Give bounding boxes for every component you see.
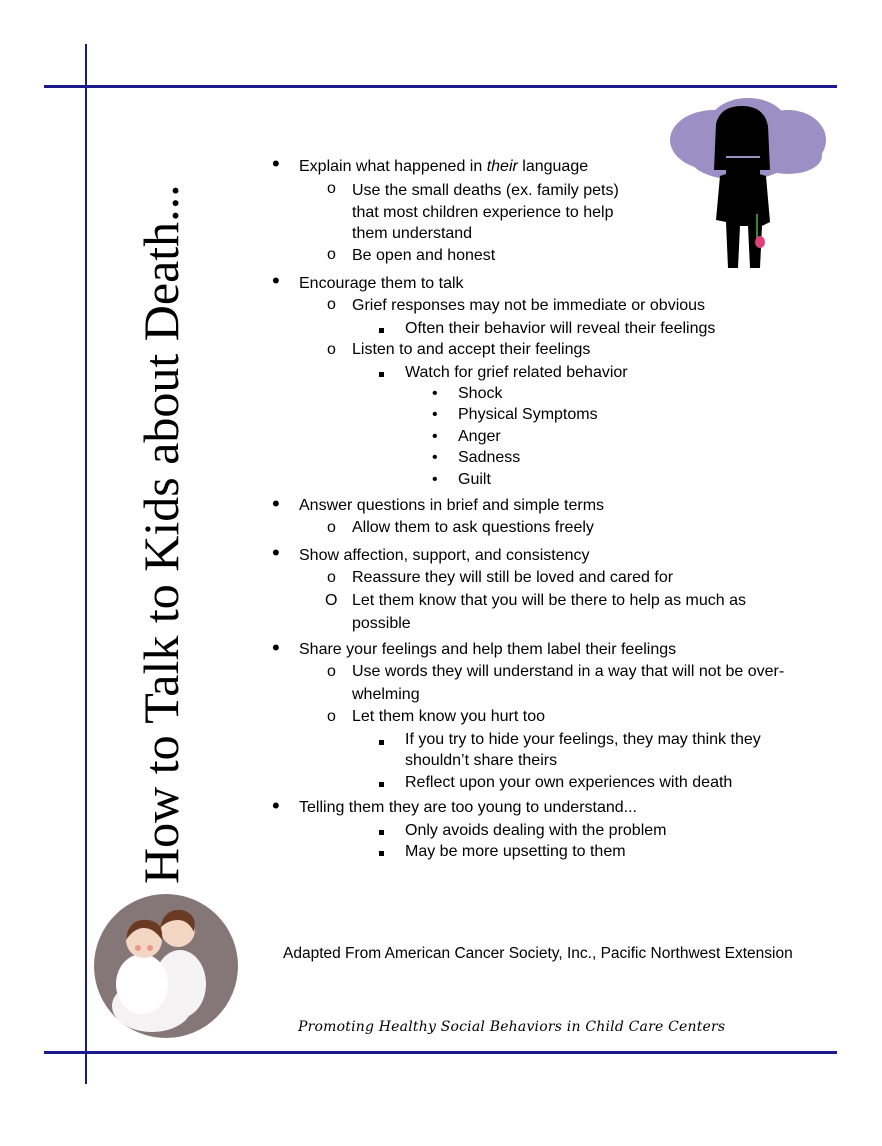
list-item: Only avoids dealing with the problem [405,822,667,839]
bullet-dot-icon: • [272,540,280,565]
list-item: Let them know you hurt too [352,708,545,725]
list-item: Use words they will understand in a way that will not be over- [352,663,785,680]
bullet-circle-icon: o [327,519,336,536]
list-item: Explain what happened in their language [299,158,589,175]
list-item-continued: that most children experience to help [352,204,614,221]
list-item: Reflect upon your own experiences with death [405,774,733,791]
bullet-dot-icon: • [272,491,280,516]
bullet-square-icon [379,318,384,339]
bullet-circle-icon: O [325,592,338,609]
list-item: Share your feelings and help them label their feelings [299,641,677,658]
list-item-continued: possible [352,615,411,632]
bullet-dot-icon: • [432,428,438,445]
source-credit: Adapted From American Cancer Society, Inc., Pacific Northwest Extension [283,945,793,962]
list-item: Listen to and accept their feelings [352,341,591,358]
list-item: Physical Symptoms [458,406,598,423]
bullet-dot-icon: • [272,793,280,818]
bullet-circle-icon: o [327,708,336,725]
list-item: Often their behavior will reveal their feelings [405,320,716,337]
list-item-continued: shouldn’t share theirs [405,752,558,769]
bullet-square-icon [379,820,384,841]
bullet-square-icon [379,772,384,793]
children-hugging-image [90,888,240,1040]
vertical-rule [85,44,87,1084]
list-item: Grief responses may not be immediate or obvious [352,297,706,314]
list-item: If you try to hide your feelings, they may think they [405,731,761,748]
bullet-dot-icon: • [432,385,438,402]
list-item: Show affection, support, and consistency [299,547,590,564]
bullet-circle-icon: o [327,180,336,197]
list-item-continued: them understand [352,225,473,242]
top-rule [44,85,837,88]
list-item: Telling them they are too young to understand... [299,799,637,816]
bullet-dot-icon: • [432,471,438,488]
page-title: How to Talk to Kids about Death... [133,184,189,884]
bullet-dot-icon: • [272,635,280,660]
bullet-dot-icon: • [432,406,438,423]
bullet-circle-icon: o [327,569,336,586]
child-silhouette-image [668,96,830,274]
bullet-circle-icon: o [327,341,336,358]
list-item: Let them know that you will be there to help as much as [352,592,746,609]
list-item: May be more upsetting to them [405,843,626,860]
bullet-circle-icon: o [327,296,336,313]
bottom-rule [44,1051,837,1054]
bullet-square-icon [379,362,384,383]
bullet-square-icon [379,730,384,751]
list-item: Anger [458,428,501,445]
list-item: Shock [458,385,503,402]
list-item-continued: whelming [352,686,420,703]
list-item: Watch for grief related behavior [405,364,628,381]
bullet-circle-icon: o [327,246,336,263]
bullet-square-icon [379,841,384,862]
list-item: Sadness [458,449,521,466]
list-item: Guilt [458,471,491,488]
list-item: Be open and honest [352,247,496,264]
bullet-dot-icon: • [272,151,280,176]
bullet-dot-icon: • [272,268,280,293]
footer-tagline: Promoting Healthy Social Behaviors in Child Care Centers [298,1019,726,1035]
bullet-circle-icon: o [327,663,336,680]
list-item: Use the small deaths (ex. family pets) [352,182,619,199]
bullet-dot-icon: • [432,449,438,466]
list-item: Allow them to ask questions freely [352,519,594,536]
list-item: Answer questions in brief and simple terms [299,497,605,514]
list-item: Reassure they will still be loved and cared for [352,569,674,586]
list-item: Encourage them to talk [299,275,464,292]
